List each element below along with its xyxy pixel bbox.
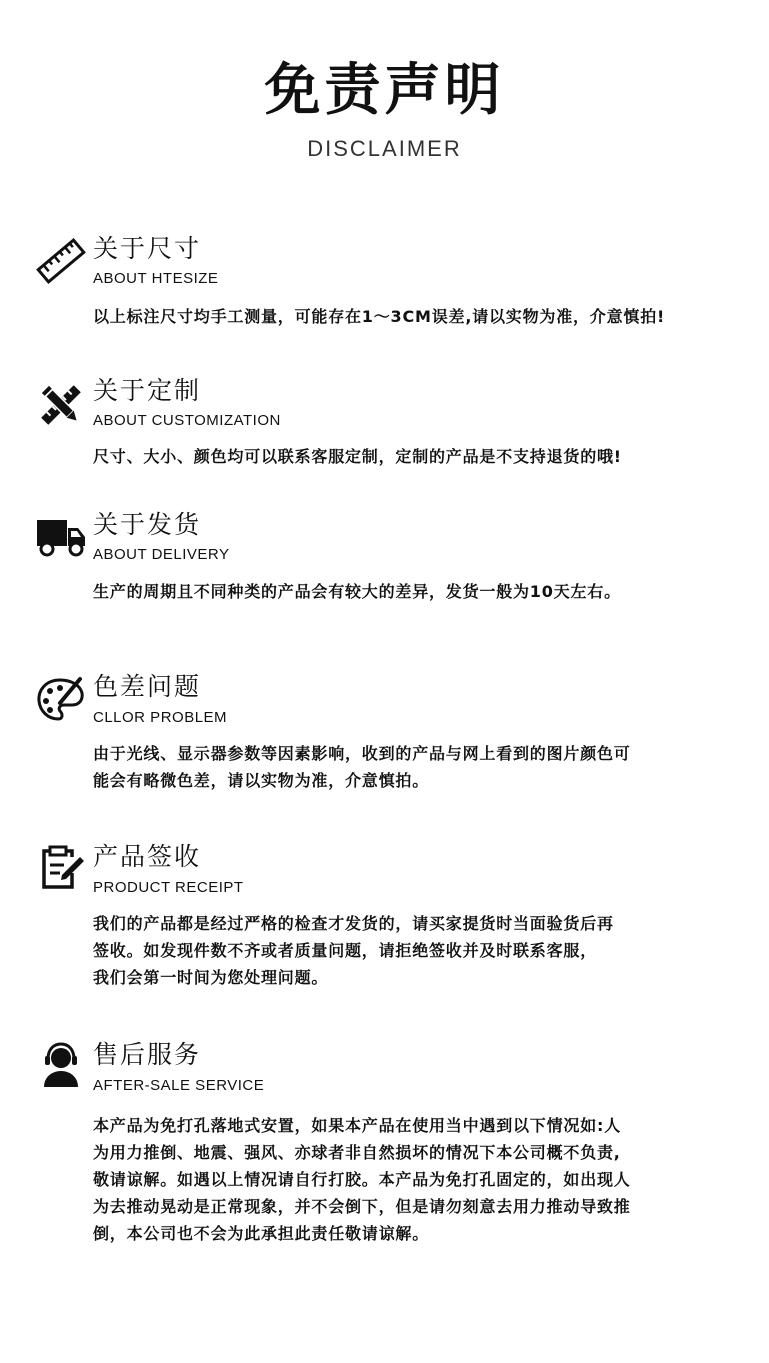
- ruler-icon: [36, 236, 86, 286]
- section-body: [93, 443, 733, 470]
- page-title: 免责声明: [264, 58, 505, 123]
- section-title: 售后服务: [93, 1040, 202, 1069]
- section-subtitle: AFTER-SALE SERVICE: [93, 1077, 265, 1094]
- body-line: 为去推动晃动是正常现象，并不会倒下，但是请勿刻意去用力推动导致推: [93, 1197, 631, 1216]
- body-line: 尺寸、大小、颜色均可以联系客服定制，定制的产品是不支持退货的哦!: [93, 447, 622, 466]
- body-line: 由于光线、显示器参数等因素影响，收到的产品与网上看到的图片颜色可: [93, 744, 631, 763]
- section-body: [93, 910, 733, 991]
- section-body: [93, 1112, 733, 1247]
- section-subtitle: ABOUT DELIVERY: [93, 546, 230, 563]
- section-subtitle: ABOUT HTESIZE: [93, 270, 219, 287]
- section-body: [93, 578, 733, 605]
- body-line: 倒，本公司也不会为此承担此责任敬请谅解。: [93, 1224, 430, 1243]
- body-line: 为用力推倒、地震、强风、亦球者非自然损坏的情况下本公司概不负责,: [93, 1143, 621, 1162]
- headset-user-icon: [36, 1041, 86, 1091]
- section-title: 关于发货: [93, 510, 202, 539]
- body-line: 我们的产品都是经过严格的检查才发货的，请买家提货时当面验货后再: [93, 914, 614, 933]
- body-line: 敬请谅解。如遇以上情况请自行打胶。本产品为免打孔固定的，如出现人: [93, 1170, 631, 1189]
- section-title: 产品签收: [93, 842, 202, 871]
- section-title: 关于定制: [93, 376, 202, 405]
- clipboard-sign-icon: [36, 843, 86, 893]
- page-subtitle: DISCLAIMER: [307, 135, 462, 161]
- body-line: 能会有略微色差，请以实物为准，介意慎拍。: [93, 771, 430, 790]
- body-line: 我们会第一时间为您处理问题。: [93, 968, 329, 987]
- body-line: 生产的周期且不同种类的产品会有较大的差异，发货一般为10天左右。: [93, 582, 621, 601]
- body-line: 以上标注尺寸均手工测量，可能存在1～3CM误差,请以实物为准，介意慎拍!: [93, 307, 666, 326]
- section-subtitle: PRODUCT RECEIPT: [93, 879, 244, 896]
- section-body: [93, 303, 733, 330]
- truck-icon: [36, 512, 86, 562]
- pencil-ruler-icon: [36, 380, 86, 430]
- section-title: 关于尺寸: [93, 234, 202, 263]
- body-line: 签收。如发现件数不齐或者质量问题，请拒绝签收并及时联系客服，: [93, 941, 598, 960]
- palette-icon: [36, 675, 86, 725]
- section-body: [93, 740, 733, 794]
- disclaimer-header: [0, 60, 769, 162]
- section-subtitle: CLLOR PROBLEM: [93, 709, 228, 726]
- section-title: 色差问题: [93, 672, 202, 701]
- section-subtitle: ABOUT CUSTOMIZATION: [93, 412, 281, 429]
- body-line: 本产品为免打孔落地式安置，如果本产品在使用当中遇到以下情况如:人: [93, 1116, 621, 1135]
